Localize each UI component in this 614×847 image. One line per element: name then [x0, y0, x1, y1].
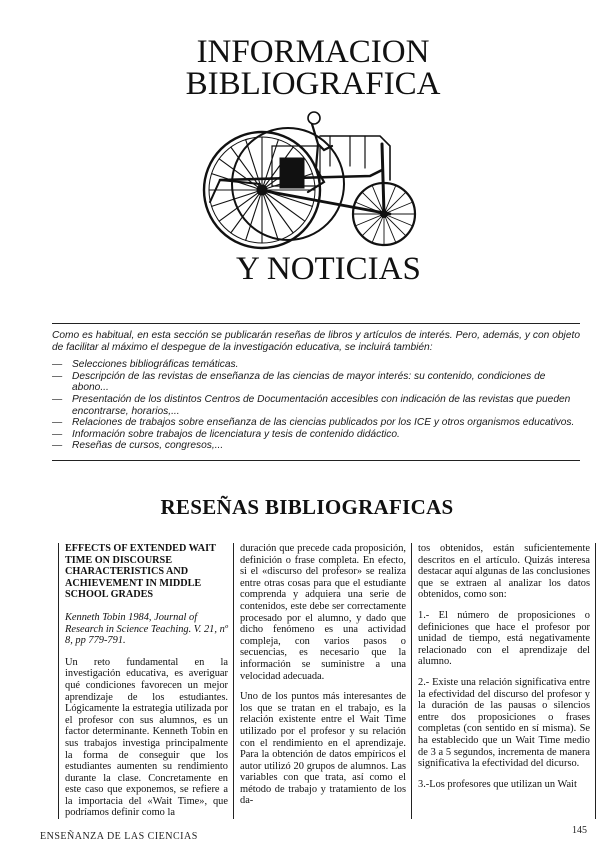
list-item — [52, 359, 580, 371]
article-paragraph: 2.- Existe una relación significativa entre la efectividad del discurso del profesor y la duración de las pausas o silencios entre dos proposiciones o frases completas (con sentido en sí misma). Se ha establecido que un Wait Time medio de 3 a 5 segundos, incrementa de manera significativa la efectividad del dicurso. — [418, 676, 590, 770]
intro-list — [52, 359, 580, 452]
wheel-spoke — [262, 190, 278, 240]
footer-page-number: 145 — [572, 825, 587, 836]
wheel-spoke — [384, 214, 405, 235]
article-column-1 — [59, 543, 233, 819]
tricycle-illustration-icon — [200, 106, 432, 252]
wheel-spoke — [384, 193, 405, 214]
article-paragraph: Un reto fundamental en la investigación educativa, es averiguar qué condiciones favorecen un mejor aprendizaje de los estudiantes. Lógicamente la estrategia utilizada por el profesor con sus alumnos, es un factor determinante. Kenneth Tobin en sus trabajos investiga principalmente la forma de conseguir que los estudiantes aumenten su rendimiento durante la clase. Concretamente en este caso que exponemos, se refiere a la importacia del «Wait Time», que podríamos definir como la — [65, 656, 228, 819]
article-title: EFFECTS OF EXTENDED WAIT TIME ON DISCOURSE CHARACTERISTICS AND ACHIEVEMENT IN MIDDLE SCHOOL GRADES — [65, 543, 216, 601]
list-item-text: Descripción de las revistas de enseñanza de las ciencias de mayor interés: su contenido, condiciones de abono... — [72, 370, 546, 394]
article-columns — [58, 543, 596, 819]
masthead-title-line-1: INFORMACION — [196, 34, 430, 70]
wheel-spoke — [231, 190, 262, 233]
article-column-3 — [411, 543, 595, 819]
list-item — [52, 429, 580, 441]
article-paragraph: 1.- El número de proposiciones o definiciones que hace el profesor por unidad de tiempo, está negativamente relacionado con el aprendizaje del alumno. — [418, 609, 590, 668]
dash-bullet: — — [52, 417, 63, 429]
intro-box — [52, 323, 580, 461]
list-item-text: Relaciones de trabajos sobre enseñanza de las ciencias publicados por los ICE y otros organismos educativos. — [72, 417, 575, 429]
article-paragraph: tos obtenidos, están suficientemente descritos en el artículo. Quizás interesa destacar aquí algunas de las conclusiones que se extraen al analizar los datos obtenidos, como son: — [418, 543, 590, 601]
article-paragraph: Uno de los puntos más interesantes de los que se tratan en el trabajo, es la relación existente entre el Wait Time utilizado por el profesor y su relación con el rendimiento en el aprendizaje. Para la obtención de datos empíricos el autor utilizó 20 grupos de alumnos. Las variables con que trata, así como el método de trabajo y tratamiento de los da- — [240, 691, 406, 807]
dash-bullet: — — [52, 440, 63, 452]
article-paragraph: duración que precede cada proposición, definición o frase completa. En efecto, si el «discurso del profesor» se realiza entre otras cosas para que el estudiante comprenda y adquiera una serie de contenidos, este debe ser correctamente procesado por el alumno, y dado que dicho fenómeno es una actividad compleja, con varios pasos o secuencias, es necesario que la información se suministre a una velocidad adecuada. — [240, 543, 406, 682]
dash-bullet: — — [52, 428, 63, 440]
intro-block — [52, 330, 580, 452]
list-item — [52, 440, 580, 452]
dash-bullet: — — [52, 359, 63, 371]
wheel-spoke — [262, 140, 278, 190]
list-item — [52, 394, 580, 417]
list-item-text: Información sobre trabajos de licenciatura y tesis de contenido didáctico. — [72, 428, 400, 440]
wheel-spoke — [219, 190, 262, 221]
dash-bullet: — — [52, 393, 63, 405]
article-reference: Kenneth Tobin 1984, Journal of Research in Science Teaching. V. 21, nº 8, pp 779-791. — [65, 611, 228, 647]
masthead-subtitle: Y NOTICIAS — [236, 251, 421, 287]
section-heading: RESEÑAS BIBLIOGRAFICAS — [160, 495, 454, 519]
article-paragraph: 3.-Los profesores que utilizan un Wait — [418, 778, 577, 790]
list-item-text: Selecciones bibliográficas temáticas. — [72, 359, 239, 371]
footer-journal-name: ENSEÑANZA DE LAS CIENCIAS — [40, 831, 198, 842]
wheel-spoke — [212, 190, 262, 206]
list-item — [52, 371, 580, 394]
wheel-spoke — [219, 159, 262, 190]
wheel-spoke — [363, 214, 384, 235]
list-item — [52, 417, 580, 429]
list-item-text: Reseñas de cursos, congresos,... — [72, 440, 224, 452]
list-item-text: Presentación de los distintos Centros de Documentación accesibles con indicación de las revistas que pueden encontrarse, horarios,... — [72, 393, 571, 417]
masthead-title-line-2: BIBLIOGRAFICA — [185, 66, 441, 102]
article-column-2 — [233, 543, 411, 819]
intro-paragraph: Como es habitual, en esta sección se publicarán reseñas de libros y artículos de interés. Pero, además, y con objeto de facilitar al máximo el despegue de la investigación educativa, se incluirá también: — [52, 330, 580, 353]
dash-bullet: — — [52, 370, 63, 382]
masthead — [0, 36, 614, 100]
